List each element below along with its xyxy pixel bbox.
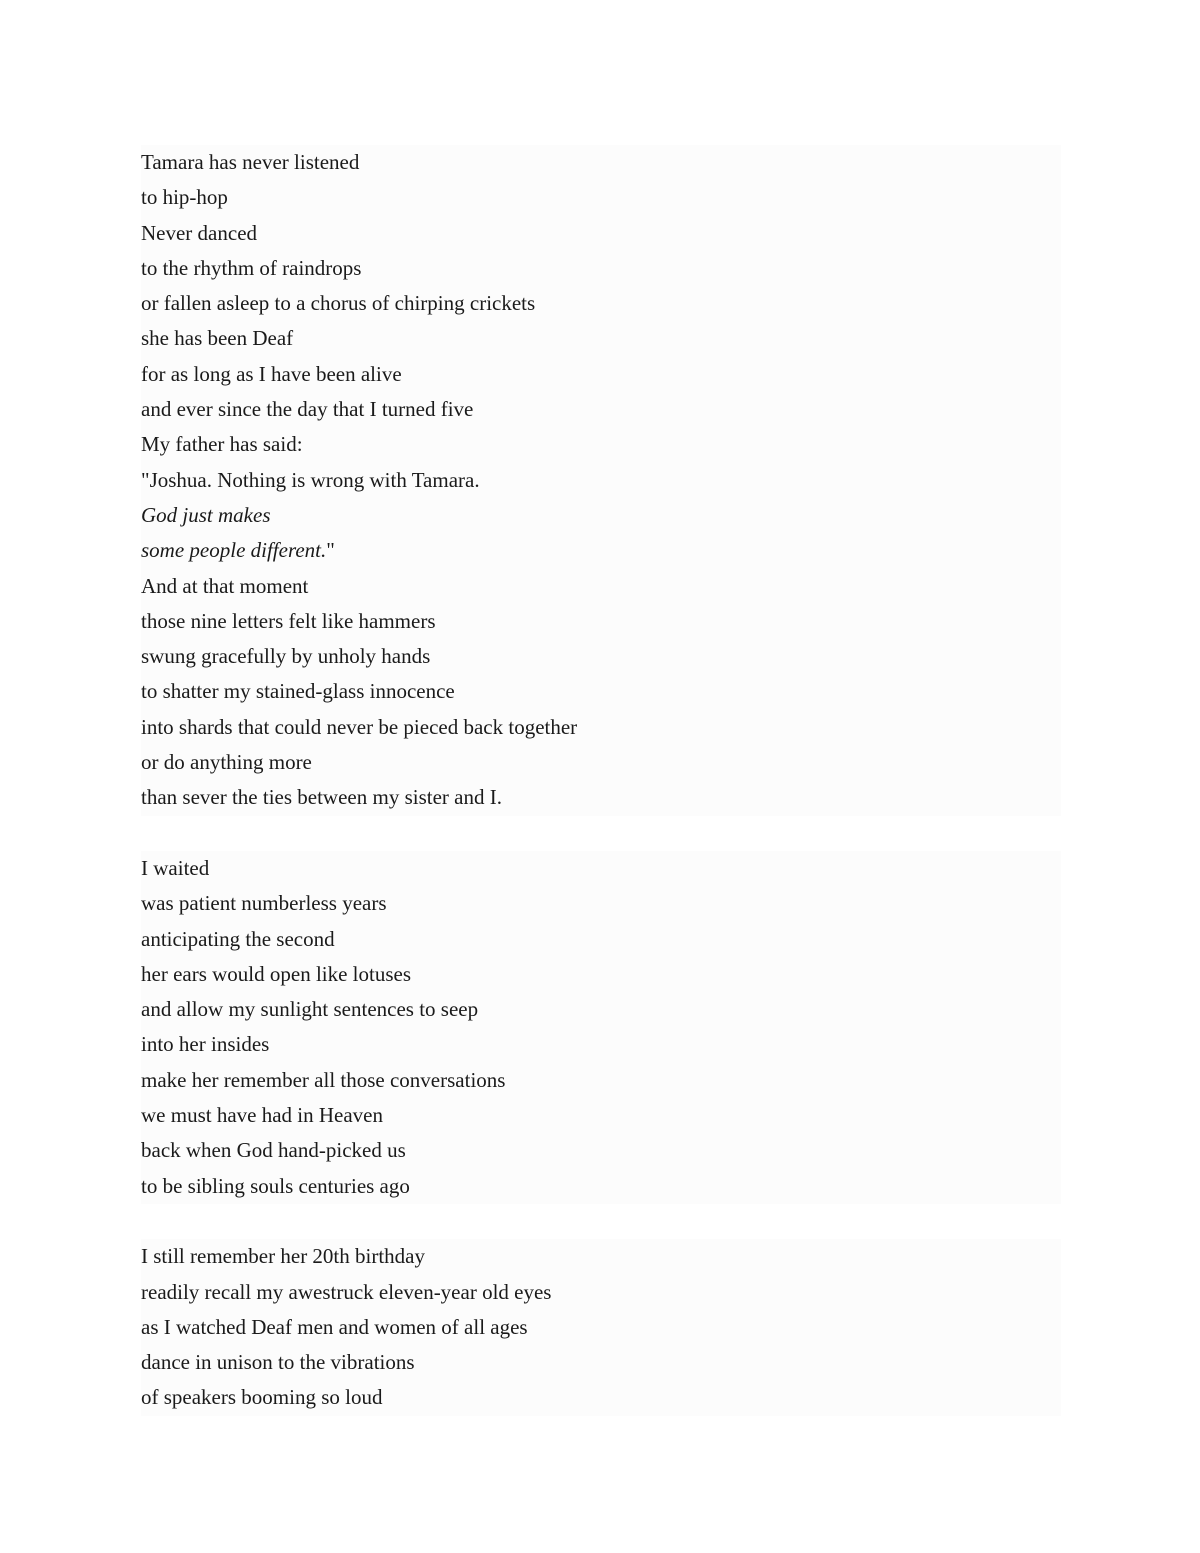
poem-line: make her remember all those conversations bbox=[141, 1067, 506, 1092]
stanza-3 bbox=[141, 1239, 1061, 1415]
poem-line: as I watched Deaf men and women of all ages bbox=[141, 1314, 528, 1339]
poem-line: or do anything more bbox=[141, 750, 312, 775]
poem-line: was patient numberless years bbox=[141, 891, 387, 916]
poem-line: anticipating the second bbox=[141, 926, 335, 951]
poem-line: into her insides bbox=[141, 1032, 270, 1057]
poem-line: those nine letters felt like hammers bbox=[141, 608, 436, 633]
stanza-1 bbox=[141, 145, 1061, 816]
closing-quote: " bbox=[326, 538, 335, 563]
poem-line: and allow my sunlight sentences to seep bbox=[141, 997, 479, 1022]
poem-line: I still remember her 20th birthday bbox=[141, 1244, 426, 1269]
poem-line: we must have had in Heaven bbox=[141, 1103, 384, 1128]
poem-line: And at that moment bbox=[141, 573, 309, 598]
poem-line: and ever since the day that I turned five bbox=[141, 397, 474, 422]
poem-line: into shards that could never be pieced back together bbox=[141, 714, 578, 739]
poem-line: she has been Deaf bbox=[141, 326, 294, 351]
italic-text: some people different. bbox=[141, 538, 327, 563]
italic-text: God just makes bbox=[141, 502, 271, 527]
poem-line: of speakers booming so loud bbox=[141, 1385, 383, 1410]
poem-line: dance in unison to the vibrations bbox=[141, 1350, 415, 1375]
stanza-break bbox=[141, 1204, 1061, 1239]
poem-line-italic bbox=[141, 498, 1061, 533]
poem-line: Never danced bbox=[141, 220, 258, 245]
poem-line-italic bbox=[141, 533, 1061, 568]
poem-line: I waited bbox=[141, 855, 210, 880]
poem-line: Tamara has never listened bbox=[141, 150, 360, 174]
poem-line: My father has said: bbox=[141, 432, 303, 457]
stanza-break bbox=[141, 816, 1061, 851]
poem-line: her ears would open like lotuses bbox=[141, 961, 412, 986]
poem-body bbox=[141, 145, 1061, 1416]
poem-line: readily recall my awestruck eleven-year old eyes bbox=[141, 1279, 552, 1304]
poem-line: to shatter my stained-glass innocence bbox=[141, 679, 455, 704]
poem-line: than sever the ties between my sister and I. bbox=[141, 785, 502, 810]
poem-line: "Joshua. Nothing is wrong with Tamara. bbox=[141, 467, 480, 492]
poem-line: to hip-hop bbox=[141, 185, 228, 210]
poem-line: to the rhythm of raindrops bbox=[141, 255, 362, 280]
poem-line: for as long as I have been alive bbox=[141, 361, 402, 386]
poem-line: to be sibling souls centuries ago bbox=[141, 1173, 410, 1198]
poem-line: back when God hand-picked us bbox=[141, 1138, 406, 1163]
poem-line: swung gracefully by unholy hands bbox=[141, 644, 431, 669]
stanza-2 bbox=[141, 851, 1061, 1204]
poem-line: or fallen asleep to a chorus of chirping crickets bbox=[141, 291, 536, 316]
